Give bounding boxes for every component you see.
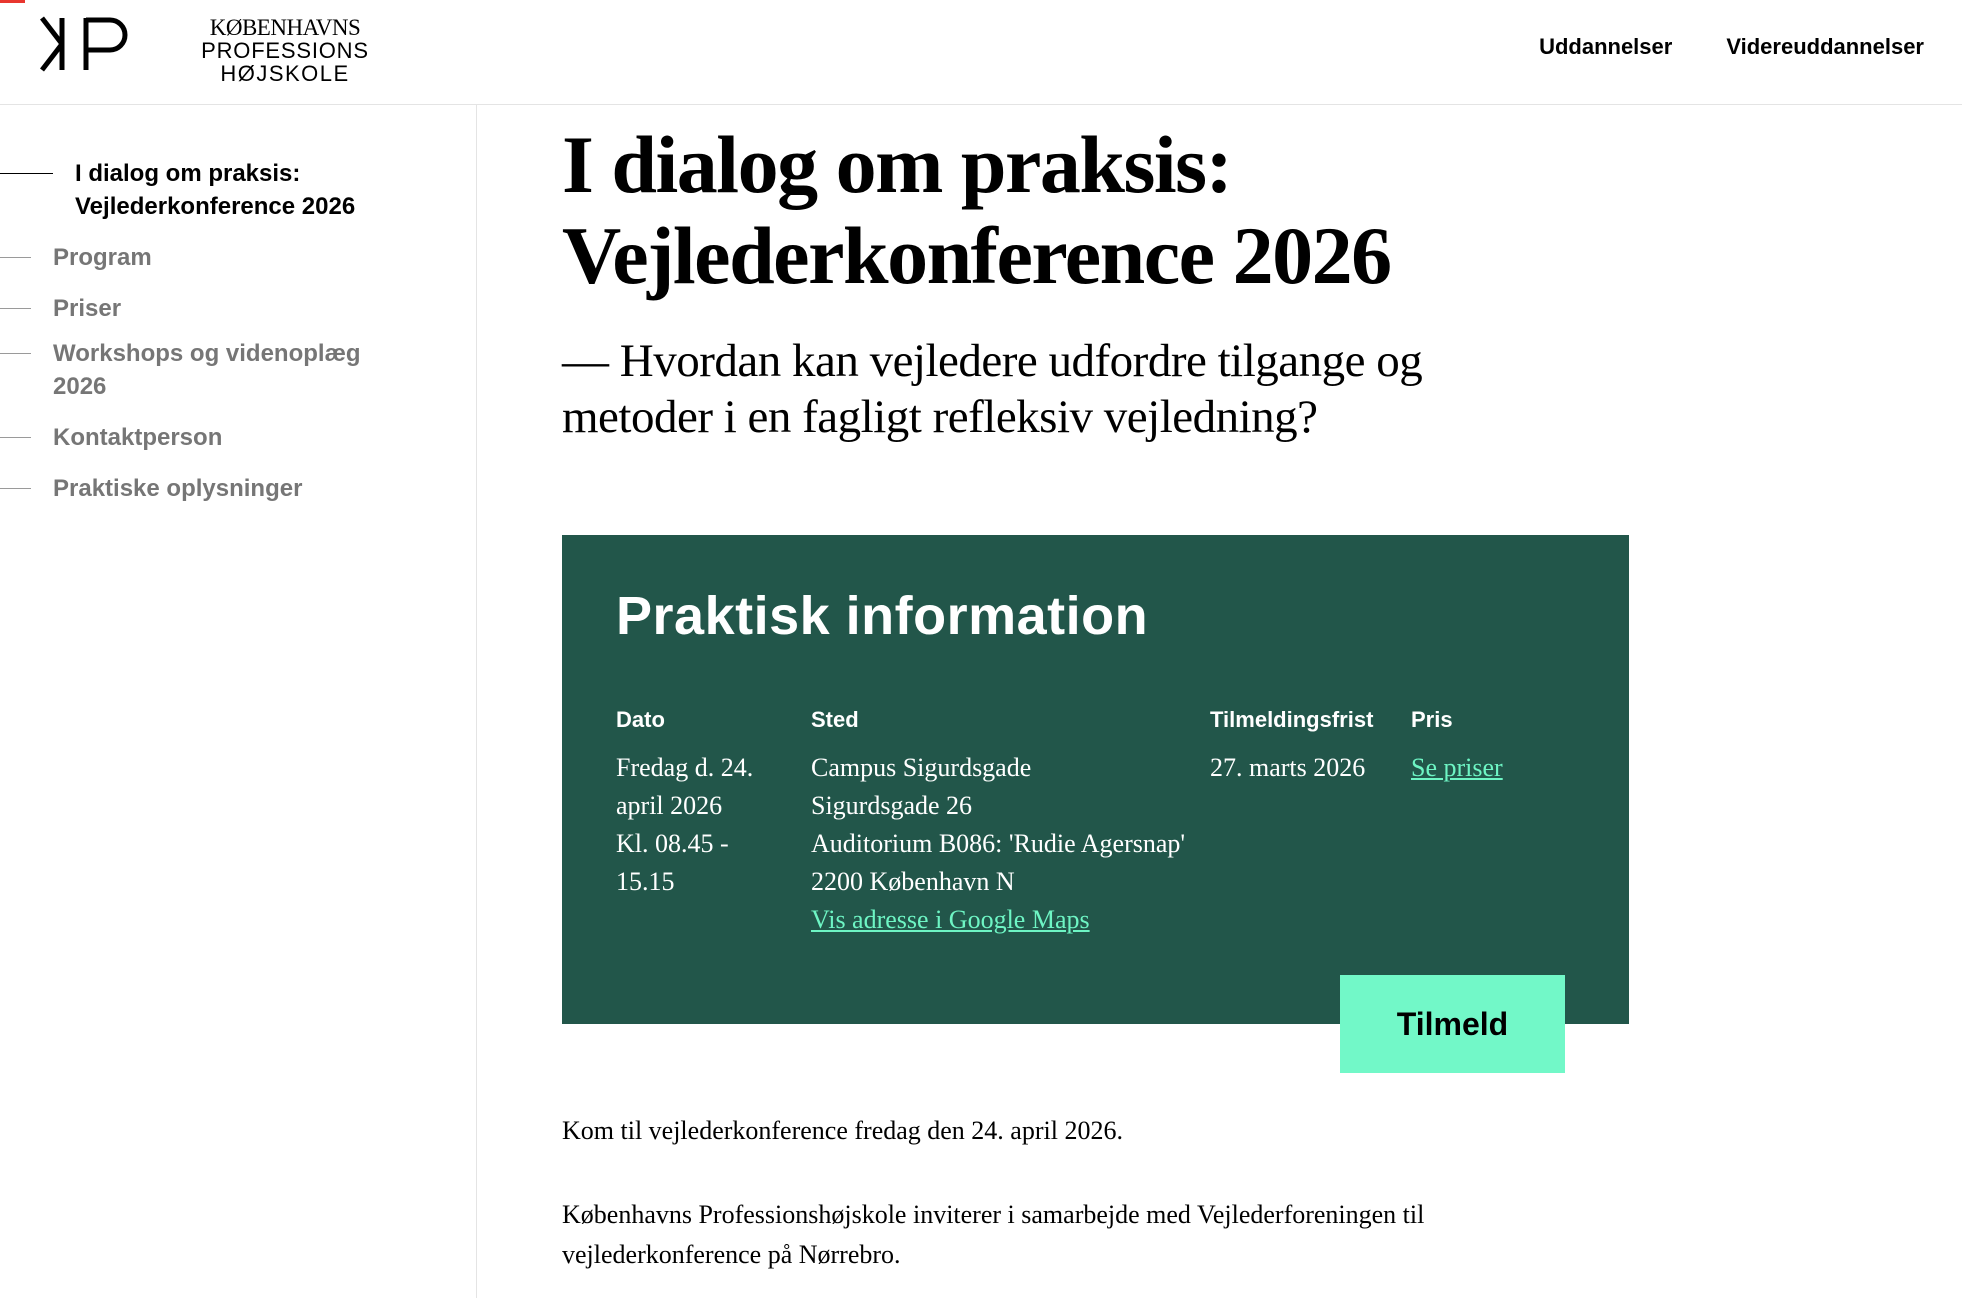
info-title: Praktisk information (616, 586, 1149, 646)
sidebar-line (0, 488, 31, 489)
see-prices-link[interactable]: Se priser (1411, 753, 1503, 782)
google-maps-link[interactable]: Vis adresse i Google Maps (811, 905, 1090, 934)
sidebar-line (0, 353, 31, 354)
intro-paragraph-2: Københavns Professionshøjskole inviterer i samarbejde med Vejlederforeningen til vejlederkonference på Nørrebro. (562, 1200, 1425, 1269)
date-label: Dato (616, 707, 665, 732)
site-header (0, 0, 1962, 105)
nav-videreuddannelser[interactable]: Videreuddannelser (1726, 34, 1924, 59)
price-label: Pris (1411, 707, 1453, 732)
info-price (1411, 707, 1591, 787)
sidebar-item-label: Praktiske oplysninger (53, 475, 303, 502)
signup-button[interactable]: Tilmeld (1340, 975, 1565, 1073)
sidebar-item-label: Priser (53, 295, 122, 322)
sidebar-item-label: Program (53, 244, 152, 271)
date-line-1: Fredag d. 24. (616, 753, 754, 782)
sidebar-item-label: Kontaktperson (53, 424, 223, 451)
place-line-4: 2200 København N (811, 867, 1015, 896)
page-title: I dialog om praksis: Vejlederkonference 2026 (562, 119, 1391, 301)
place-line-3: Auditorium B086: 'Rudie Agersnap' (811, 829, 1186, 858)
place-label: Sted (811, 707, 859, 732)
top-nav (1539, 34, 1924, 60)
time-line-2: 15.15 (616, 867, 675, 896)
info-deadline (1210, 707, 1410, 787)
info-date (616, 707, 766, 901)
info-place (811, 707, 1191, 939)
time-line-1: Kl. 08.45 - (616, 829, 729, 858)
sidebar-active-line (0, 173, 53, 174)
intro-paragraph-1: Kom til vejlederkonference fredag den 24. april 2026. (562, 1116, 1123, 1145)
place-line-1: Campus Sigurdsgade (811, 753, 1032, 782)
kp-logo-mark-icon (40, 16, 136, 72)
deadline-value: 27. marts 2026 (1210, 753, 1366, 782)
practical-info-box (562, 535, 1629, 1024)
sidebar-line (0, 308, 31, 309)
logo-wordmark (190, 16, 380, 85)
sidebar-item-label: I dialog om praksis: Vejlederkonference 2026 (75, 160, 356, 220)
sidebar-item-label: Workshops og videnoplæg 2026 (53, 340, 361, 400)
page-subtitle: — Hvordan kan vejledere udfordre tilgange og metoder i en fagligt refleksiv vejledning? (562, 335, 1423, 443)
logo-line-2: PROFESSIONS (201, 38, 369, 63)
deadline-label: Tilmeldingsfrist (1210, 707, 1374, 732)
place-line-2: Sigurdsgade 26 (811, 791, 973, 820)
nav-uddannelser[interactable]: Uddannelser (1539, 34, 1673, 59)
kp-logo[interactable] (40, 16, 380, 88)
logo-line-1: KØBENHAVNS (209, 15, 361, 40)
sidebar-toc (0, 105, 477, 1298)
date-line-2: april 2026 (616, 791, 723, 820)
sidebar-line (0, 437, 31, 438)
logo-line-3: HØJSKOLE (220, 61, 350, 86)
sidebar-line (0, 257, 31, 258)
